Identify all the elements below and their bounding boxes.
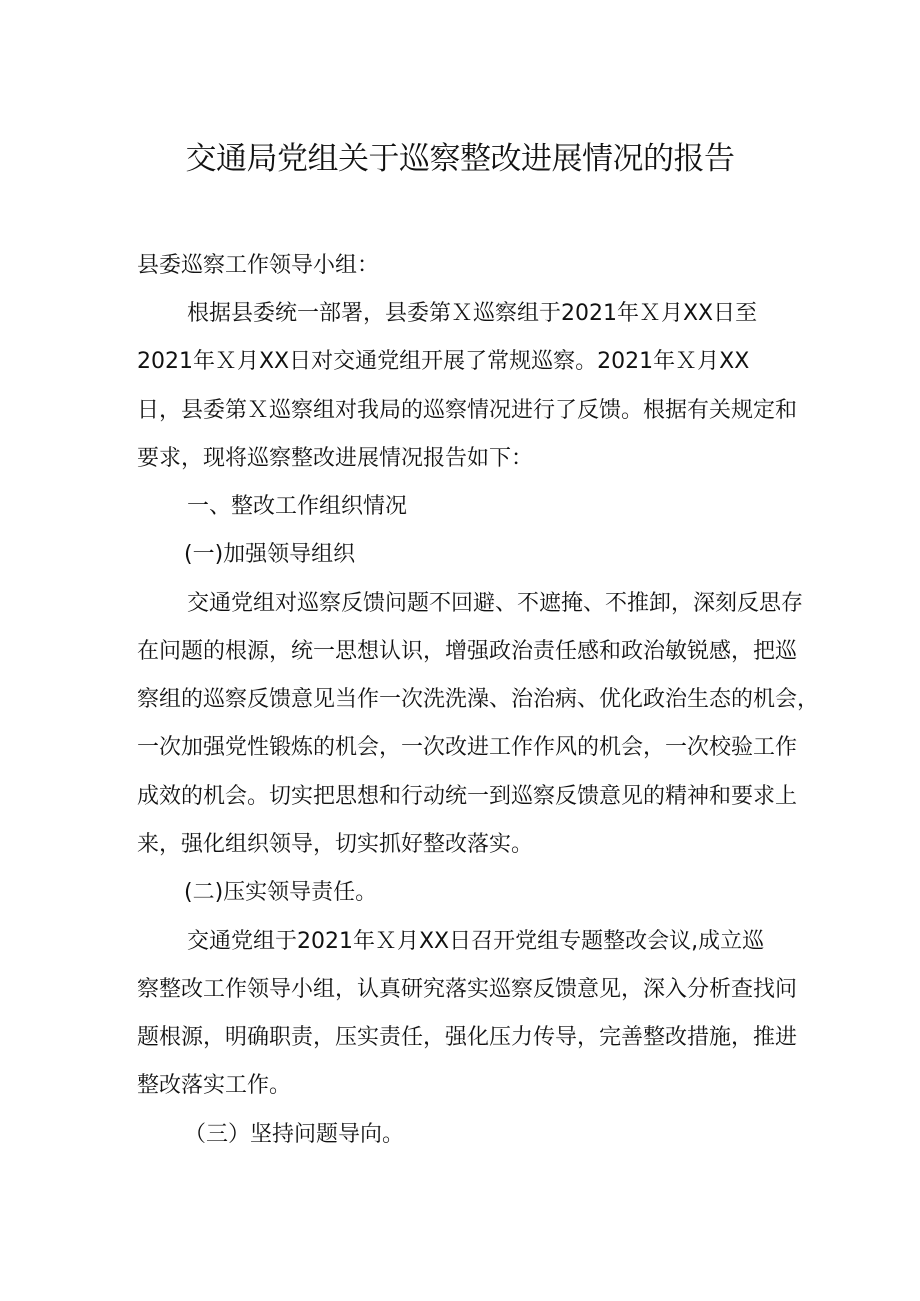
paragraph-1-line: 根据县委统一部署，县委第Ｘ巡察组于2021年Ｘ月XX日至 — [187, 301, 758, 326]
document-title: 交通局党组关于巡察整改进展情况的报告 — [185, 141, 735, 177]
paragraph-1-line: 要求，现将巡察整改进展情况报告如下： — [137, 446, 534, 471]
section-1-heading: 一、整改工作组织情况 — [187, 494, 408, 519]
salutation: 县委巡察工作领导小组： — [137, 253, 380, 278]
subsection-1-heading: (一)加强领导组织 — [184, 542, 356, 567]
paragraph-3-line: 察整改工作领导小组，认真研究落实巡察反馈意见，深入分析查找问 — [137, 977, 798, 1002]
paragraph-3-line: 交通党组于2021年Ｘ月XX日召开党组专题整改会议,成立巡 — [187, 929, 765, 954]
paragraph-2-line: 在问题的根源，统一思想认识，增强政治责任感和政治敏锐感，把巡 — [137, 639, 798, 664]
paragraph-3-line: 整改落实工作。 — [137, 1073, 292, 1098]
paragraph-2-line: 察组的巡察反馈意见当作一次洗洗澡、治治病、优化政治生态的机会， — [137, 687, 820, 712]
paragraph-1-line: 2021年Ｘ月XX日对交通党组开展了常规巡察。2021年Ｘ月XX — [137, 349, 750, 374]
paragraph-2-line: 成效的机会。切实把思想和行动统一到巡察反馈意见的精神和要求上 — [137, 784, 798, 809]
paragraph-3-line: 题根源，明确职责，压实责任，强化压力传导，完善整改措施，推进 — [137, 1025, 798, 1050]
paragraph-2-line: 来，强化组织领导，切实抓好整改落实。 — [137, 832, 534, 857]
subsection-2-heading: (二)压实领导责任。 — [184, 880, 378, 905]
paragraph-2-line: 交通党组对巡察反馈问题不回避、不遮掩、不推卸，深刻反思存 — [187, 591, 804, 616]
paragraph-1-line: 日，县委第Ｘ巡察组对我局的巡察情况进行了反馈。根据有关规定和 — [137, 398, 798, 423]
paragraph-2-line: 一次加强党性锻炼的机会，一次改进工作作风的机会，一次校验工作 — [137, 735, 798, 760]
subsection-3-heading: （三）坚持问题导向。 — [184, 1122, 405, 1147]
